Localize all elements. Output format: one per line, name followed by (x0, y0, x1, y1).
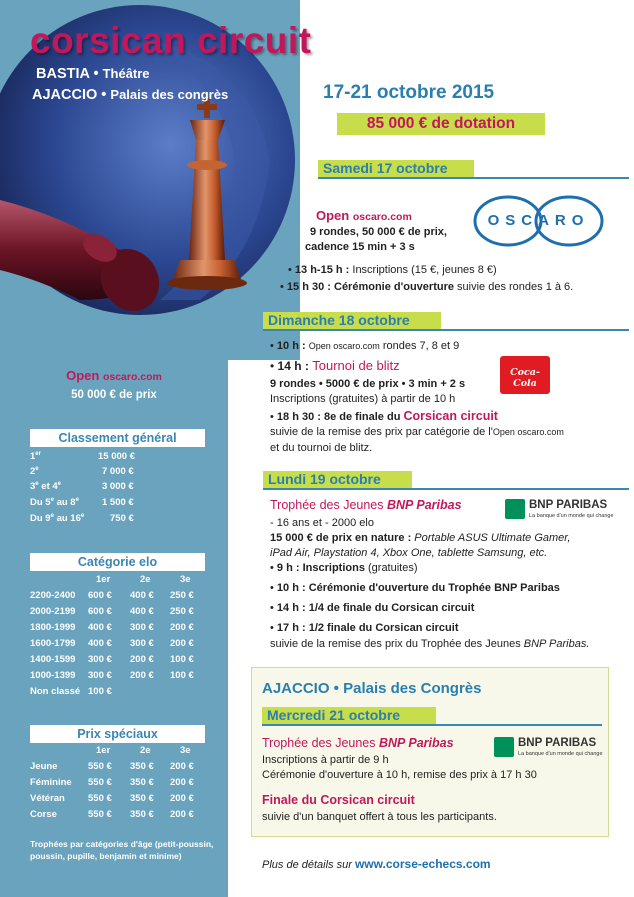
elo-row: 1000-1399 300 € 200 € 100 € (30, 670, 194, 681)
schedule-item: • 13 h-15 h : Inscriptions (15 €, jeunes 8 €) (288, 264, 497, 276)
venue-ajaccio: AJACCIO • Palais des congrès (32, 87, 229, 103)
special-row: Vétéran 550 € 350 € 200 € (30, 793, 194, 804)
ceremony-line: Cérémonie d'ouverture à 10 h, remise des prix à 17 h 30 (262, 769, 537, 781)
divider (263, 329, 629, 331)
prize-ceremony-line: suivie de la remise des prix par catégorie de l'Open oscaro.com (270, 426, 564, 438)
open-oscaro-heading: Open oscaro.com (66, 368, 162, 383)
special-row: Féminine 550 € 350 € 200 € (30, 777, 194, 788)
elo-row: 1600-1799 400 € 300 € 200 € (30, 638, 194, 649)
special-header-row: 1er 2e 3e (96, 745, 191, 756)
elo-row: 1800-1999 400 € 300 € 200 € (30, 622, 194, 633)
prize-in-kind-list: iPad Air, Playstation 4, Xbox One, tablette Samsung, etc. (270, 547, 548, 559)
oscaro-logo (471, 192, 606, 250)
bnp-star-icon (505, 499, 525, 519)
oscaro-logo-text: OSCARO (487, 212, 590, 229)
elo-row: 2000-2199 600 € 400 € 250 € (30, 606, 194, 617)
bnp-paribas-logo: BNP PARIBAS La banque d'un monde qui change (505, 499, 610, 525)
divider (318, 177, 629, 179)
divider (263, 488, 629, 490)
ajaccio-venue-title: AJACCIO • Palais des Congrès (262, 680, 482, 697)
blitz-registration: Inscriptions (gratuites) à partir de 10 h (270, 393, 456, 405)
day-heading-sunday: Dimanche 18 octobre (263, 312, 441, 329)
eligibility: - 16 ans et - 2000 elo (270, 517, 374, 529)
blitz-ceremony-line: et du tournoi de blitz. (270, 442, 373, 454)
divider (262, 724, 602, 726)
bnp-star-icon (494, 737, 514, 757)
coca-cola-logo-text: Coca-Cola (510, 367, 540, 389)
coca-cola-logo (500, 356, 550, 394)
general-row: Du 9e au 16e 750 € (30, 513, 134, 525)
registration-line: Inscriptions à partir de 9 h (262, 754, 389, 766)
schedule-item: • 15 h 30 : Cérémonie d'ouverture suivie des rondes 1 à 6. (280, 281, 574, 293)
more-info: Plus de détails sur www.corse-echecs.com (262, 857, 491, 871)
general-row: 1er 15 000 € (30, 451, 135, 463)
event-dates: 17-21 octobre 2015 (323, 82, 495, 103)
bnp-trophy-title: Trophée des Jeunes BNP Paribas (270, 498, 462, 512)
open-cadence: cadence 15 min + 3 s (305, 241, 415, 253)
blitz-details: 9 rondes • 5000 € de prix • 3 min + 2 s (270, 378, 466, 390)
special-prizes-heading: Prix spéciaux (30, 725, 205, 743)
age-trophies-note: Trophées par catégories d'âge (petit-poussin, poussin, pupille, benjamin et minime) (30, 839, 214, 861)
general-row: Du 5e au 8e 1 500 € (30, 497, 134, 509)
website-link[interactable]: www.corse-echecs.com (354, 857, 491, 871)
schedule-item: • 10 h : Open oscaro.com rondes 7, 8 et 9 (270, 340, 460, 352)
venue-name: Palais des congrès (110, 87, 229, 102)
prize-in-kind: 15 000 € de prix en nature : Portable ASUS Ultimate Gamer, (270, 532, 571, 544)
elo-header-row: 1er 2e 3e (96, 574, 191, 585)
city-name: AJACCIO (32, 87, 98, 103)
open-prize-total: 50 000 € de prix (71, 389, 157, 401)
general-row: 3e et 4e 3 000 € (30, 481, 134, 493)
schedule-item: • 14 h : 1/4 de finale du Corsican circuit (270, 602, 475, 614)
open-oscaro-title: Open oscaro.com (316, 208, 412, 223)
banquet-line: suivie d'un banquet offert à tous les participants. (262, 811, 497, 823)
schedule-item: • 14 h : Tournoi de blitz (270, 358, 400, 373)
venue-name: Théâtre (102, 66, 150, 81)
general-row: 2e 7 000 € (30, 466, 134, 478)
day-heading-saturday: Samedi 17 octobre (318, 160, 474, 177)
total-prize-fund: 85 000 € de dotation (337, 113, 545, 135)
general-ranking-heading: Classement général (30, 429, 205, 447)
city-name: BASTIA (36, 66, 90, 82)
open-details: 9 rondes, 50 000 € de prix, (310, 226, 447, 238)
bnp-trophy-title: Trophée des Jeunes BNP Paribas (262, 736, 454, 750)
special-row: Jeune 550 € 350 € 200 € (30, 761, 194, 772)
elo-category-heading: Catégorie elo (30, 553, 205, 571)
final-title: Finale du Corsican circuit (262, 793, 415, 807)
day-heading-wednesday: Mercredi 21 octobre (262, 707, 436, 724)
schedule-item: • 17 h : 1/2 finale du Corsican circuit (270, 622, 459, 634)
schedule-item: • 10 h : Cérémonie d'ouverture du Trophée BNP Paribas (270, 582, 560, 594)
event-title: corsican circuit (30, 20, 312, 61)
special-row: Corse 550 € 350 € 200 € (30, 809, 194, 820)
venue-bastia: BASTIA • Théâtre (36, 66, 150, 82)
elo-row: 2200-2400 600 € 400 € 250 € (30, 590, 194, 601)
bnp-paribas-logo: BNP PARIBAS La banque d'un monde qui change (494, 737, 599, 763)
schedule-item: • 18 h 30 : 8e de finale du Corsican circuit (270, 409, 498, 423)
schedule-item: • 9 h : Inscriptions (gratuites) (270, 562, 418, 574)
prize-ceremony-line: suivie de la remise des prix du Trophée des Jeunes BNP Paribas. (270, 638, 590, 650)
elo-row: 1400-1599 300 € 200 € 100 € (30, 654, 194, 665)
day-heading-monday: Lundi 19 octobre (263, 471, 412, 488)
elo-row: Non classé 100 € (30, 686, 112, 697)
